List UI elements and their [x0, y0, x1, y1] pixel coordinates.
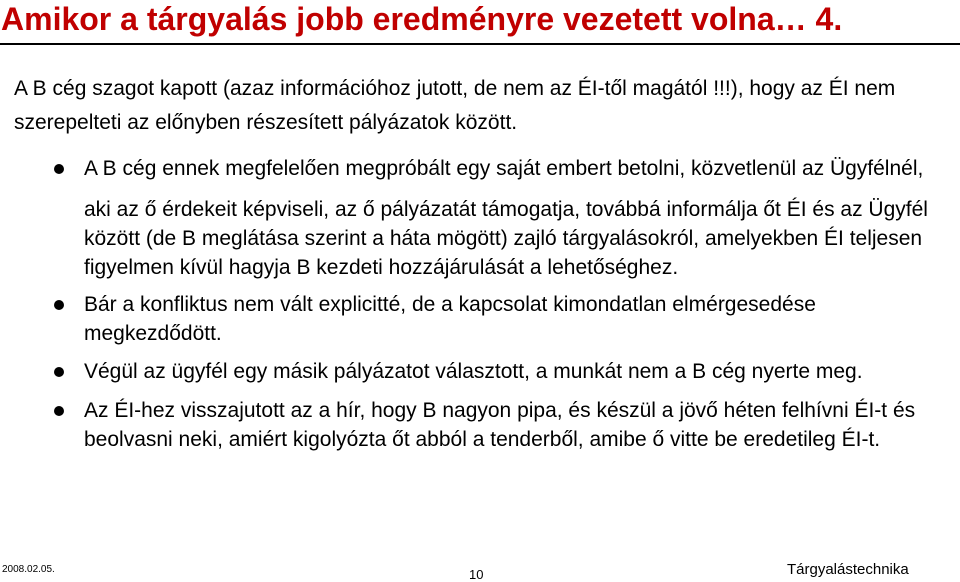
bullet-text: A B cég ennek megfelelően megpróbált egy saját embert betolni, közvetlenül az Ügyfélnél, — [84, 157, 924, 180]
bullet-text: Az ÉI-hez visszajutott az a hír, hogy B nagyon pipa, és készül a jövő héten felhívni ÉI-t és beolvasni neki, amiért kigolyózta őt abból a tenderből, amibe ő vitte be eredetileg ÉI-t. — [84, 399, 916, 451]
bullet-item — [54, 290, 954, 348]
bullet-dot-icon — [54, 164, 64, 174]
bullet-dot-icon — [54, 367, 64, 377]
bullet-subtext: aki az ő érdekeit képviseli, az ő pályázatát támogatja, továbbá informálja őt ÉI és az Ügyfél között (de B meglátása szerint a háta mögött) zajló tárgyalásokról, amelyekben ÉI teljesen figyelmen kívül hagyja B kezdeti hozzájárulását a lehetőséghez. — [84, 198, 928, 279]
bullet-text: Végül az ügyfél egy másik pályázatot választott, a munkát nem a B cég nyerte meg. — [84, 360, 863, 383]
title-divider — [0, 43, 960, 45]
slide-title: Amikor a tárgyalás jobb eredményre vezetett volna… 4. — [1, 1, 843, 37]
footer-date: 2008.02.05. — [2, 564, 55, 575]
bullet-item — [54, 154, 954, 282]
footer-brand: Tárgyalástechnika — [787, 561, 909, 578]
bullet-list — [54, 154, 954, 463]
bullet-item — [54, 396, 954, 454]
page-number: 10 — [469, 567, 484, 582]
bullet-dot-icon — [54, 406, 64, 416]
bullet-text: Bár a konfliktus nem vált explicitté, de a kapcsolat kimondatlan elmérgesedése megkezdődött. — [84, 293, 816, 345]
bullet-item — [54, 357, 954, 386]
intro-paragraph: A B cég szagot kapott (azaz információhoz jutott, de nem az ÉI-től magától !!!), hogy az ÉI nem szerepelteti az előnyben részesített pályázatok között. — [14, 77, 896, 134]
bullet-dot-icon — [54, 300, 64, 310]
